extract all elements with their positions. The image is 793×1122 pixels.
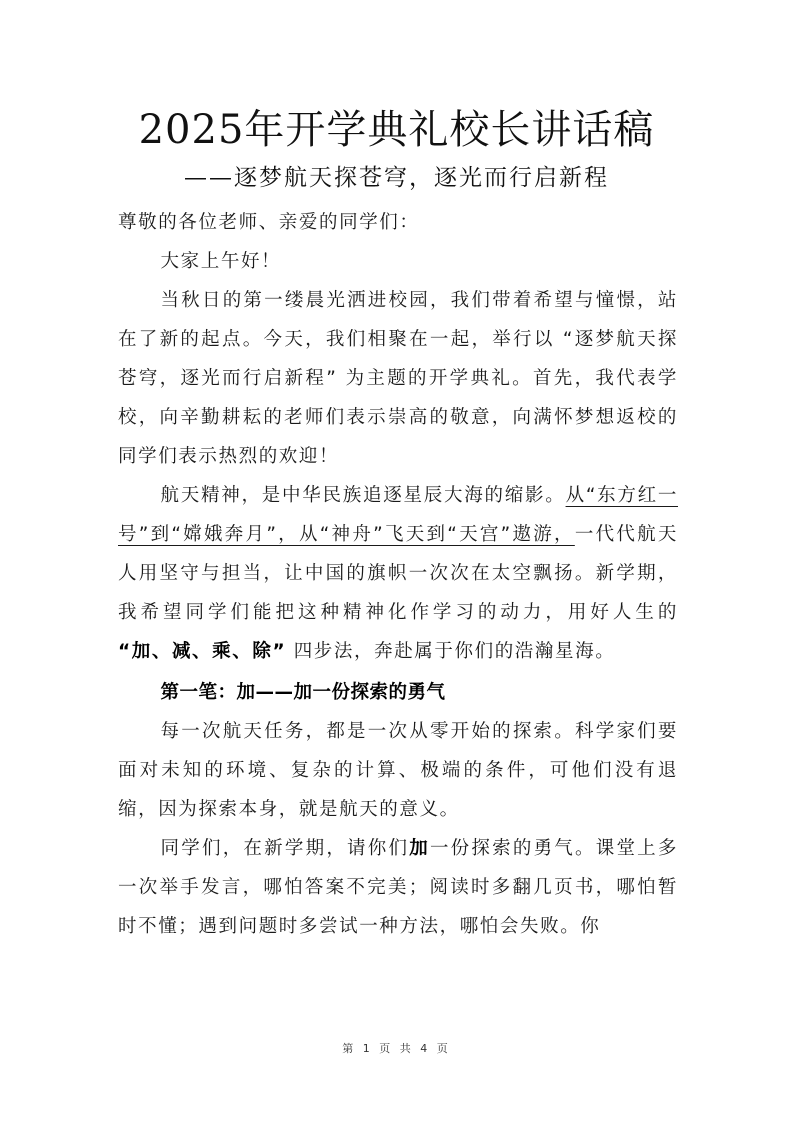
section-heading-add: 第一笔：加——加一份探索的勇气 <box>160 682 446 703</box>
bold-text: 加 <box>409 838 430 859</box>
paragraph-opening: 当秋日的第一缕晨光洒进校园，我们带着希望与憧憬，站在了新的起点。今天，我们相聚在一起，举行以 “逐梦航天探苍穹，逐光而行启新程” 为主题的开学典礼。首先，我代表学校，向辛勤耕耘的老师们表示崇高的敬意，向满怀梦想返校的同学们表示热烈的欢迎！ <box>118 290 678 467</box>
text-run: 一份探索的勇气。课堂上多一次举手发言，哪怕答案不完美；阅读时多翻几页书，哪怕暂时不懂；遇到问题时多尝试一种方法，哪怕会失败。你 <box>118 838 679 937</box>
page-number: 第 1 页 共 4 页 <box>342 1042 451 1055</box>
paragraph-space-spirit <box>118 476 678 671</box>
salutation: 尊敬的各位老师、亲爱的同学们： <box>118 212 420 233</box>
paragraph-exploration: 每一次航天任务，都是一次从零开始的探索。科学家们要面对未知的环境、复杂的计算、极端的条件，可他们没有退缩，因为探索本身，就是航天的意义。 <box>118 721 678 820</box>
text-run: 同学们，在新学期，请你们 <box>160 838 410 859</box>
document-subtitle: ——逐梦航天探苍穹，逐光而行启新程 <box>184 165 609 191</box>
underlined-text: 从“东方红一号”到“嫦娥奔月”，从“神舟”飞天到“天宫”遨游， <box>118 485 678 545</box>
greeting: 大家上午好！ <box>160 251 282 272</box>
document-body <box>118 203 678 946</box>
bold-text: “加、减、乘、除” <box>118 641 287 662</box>
document-title: 2025年开学典礼校长讲话稿 <box>138 107 655 153</box>
text-run: 航天精神，是中华民族追逐星辰大海的缩影。 <box>160 485 566 506</box>
paragraph-courage <box>118 829 678 946</box>
text-run: 四步法，奔赴属于你们的浩瀚星海。 <box>286 641 616 662</box>
text-run: 一代代航天人用坚守与担当，让中国的旗帜一次次在太空飘扬。新学期，我希望同学们能把这种精神化作学习的动力，用好人生的 <box>118 524 678 623</box>
